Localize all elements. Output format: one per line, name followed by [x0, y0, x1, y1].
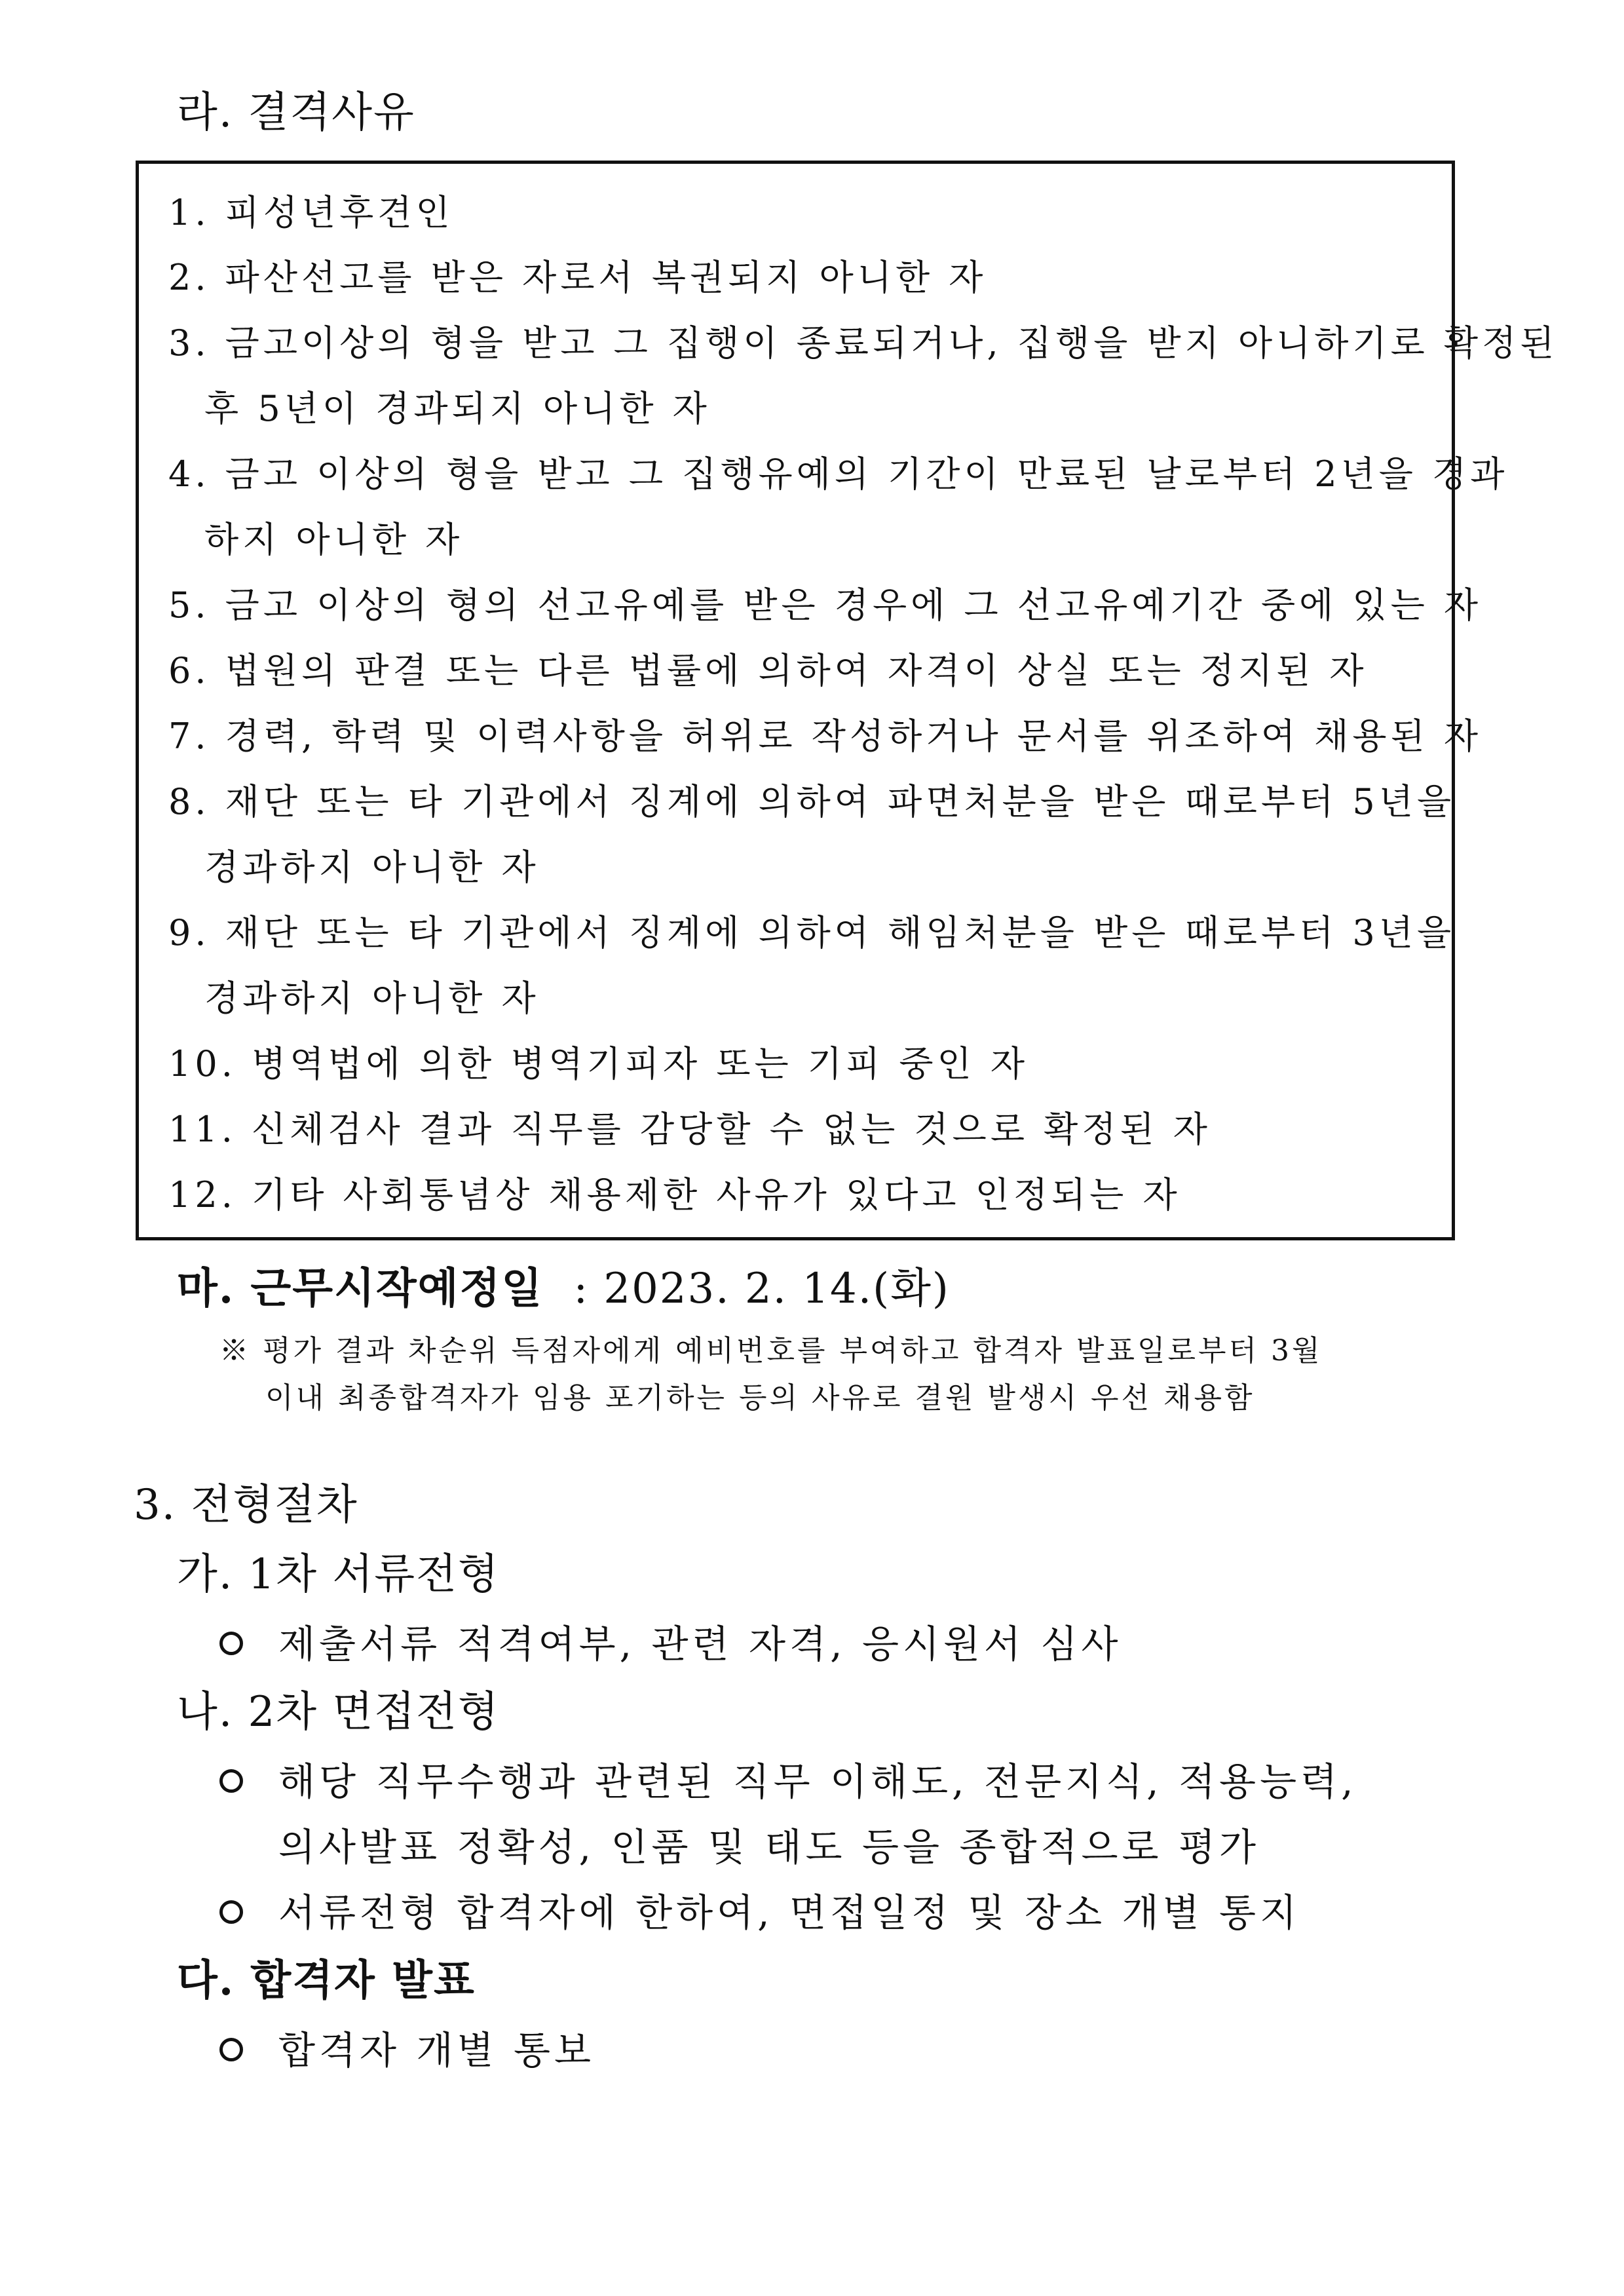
list-item-continuation: 후 5년이 경과되지 아니한 자 [204, 388, 711, 429]
section-da-title: 다. 합격자 발표 [177, 1956, 476, 2005]
list-item-continuation: 하지 아니한 자 [204, 519, 464, 560]
list-item: 10. 병역법에 의한 병역기피자 또는 기피 중인 자 [168, 1043, 1029, 1084]
list-item: 4. 금고 이상의 형을 받고 그 집행유예의 기간이 만료된 날로부터 2년을 경과 [168, 453, 1509, 495]
circle-bullet-icon [219, 2038, 243, 2061]
section-ma-title [177, 1264, 950, 1313]
list-item-continuation: 경과하지 아니한 자 [204, 978, 540, 1019]
bullet-text: 합격자 개별 통보 [278, 2028, 595, 2073]
circle-bullet-icon [219, 1900, 243, 1924]
list-item: 1. 피성년후견인 [168, 192, 454, 233]
section-3-title: 3. 전형절차 [134, 1481, 358, 1529]
list-item: 12. 기타 사회통념상 채용제한 사유가 있다고 인정되는 자 [168, 1174, 1181, 1215]
list-item: 3. 금고이상의 형을 받고 그 집행이 종료되거나, 집행을 받지 아니하기로 확정된 [168, 322, 1558, 364]
list-item: 9. 재단 또는 타 기관에서 징계에 의하여 해임처분을 받은 때로부터 3년을 [168, 912, 1456, 953]
note-line: 이내 최종합격자가 임용 포기하는 등의 사유로 결원 발생시 우선 채용함 [265, 1381, 1255, 1415]
start-date-label: 마. 근무시작예정일 [177, 1264, 544, 1313]
list-item: 6. 법원의 판결 또는 다른 법률에 의하여 자격이 상실 또는 정지된 자 [168, 650, 1368, 691]
list-item: 2. 파산선고를 받은 자로서 복권되지 아니한 자 [168, 257, 987, 298]
bullet-text: 서류전형 합격자에 한하여, 면접일정 및 장소 개별 통지 [278, 1890, 1301, 1935]
circle-bullet-icon [219, 1632, 243, 1655]
section-la-title: 라. 결격사유 [177, 88, 415, 137]
section-na-title: 나. 2차 면접전형 [177, 1688, 500, 1736]
note-line: ※ 평가 결과 차순위 득점자에게 예비번호를 부여하고 합격자 발표일로부터 3월 [219, 1334, 1323, 1368]
list-item: 8. 재단 또는 타 기관에서 징계에 의하여 파면처분을 받은 때로부터 5년을 [168, 781, 1456, 822]
list-item: 11. 신체검사 결과 직무를 감당할 수 없는 것으로 확정된 자 [168, 1109, 1211, 1150]
start-date-value: : 2023. 2. 14.(화) [573, 1265, 950, 1313]
list-item: 7. 경력, 학력 및 이력사항을 허위로 작성하거나 문서를 위조하여 채용된 자 [168, 716, 1482, 757]
bullet-text: 해당 직무수행과 관련된 직무 이해도, 전문지식, 적용능력, [278, 1759, 1357, 1804]
list-item: 5. 금고 이상의 형의 선고유예를 받은 경우에 그 선고유예기간 중에 있는 자 [168, 584, 1482, 626]
bullet-text-continuation: 의사발표 정확성, 인품 및 태도 등을 종합적으로 평가 [278, 1825, 1260, 1869]
bullet-text: 제출서류 적격여부, 관련 자격, 응시원서 심사 [278, 1622, 1122, 1666]
list-item-continuation: 경과하지 아니한 자 [204, 847, 540, 888]
circle-bullet-icon [219, 1769, 243, 1793]
section-ga-title: 가. 1차 서류전형 [177, 1550, 500, 1599]
